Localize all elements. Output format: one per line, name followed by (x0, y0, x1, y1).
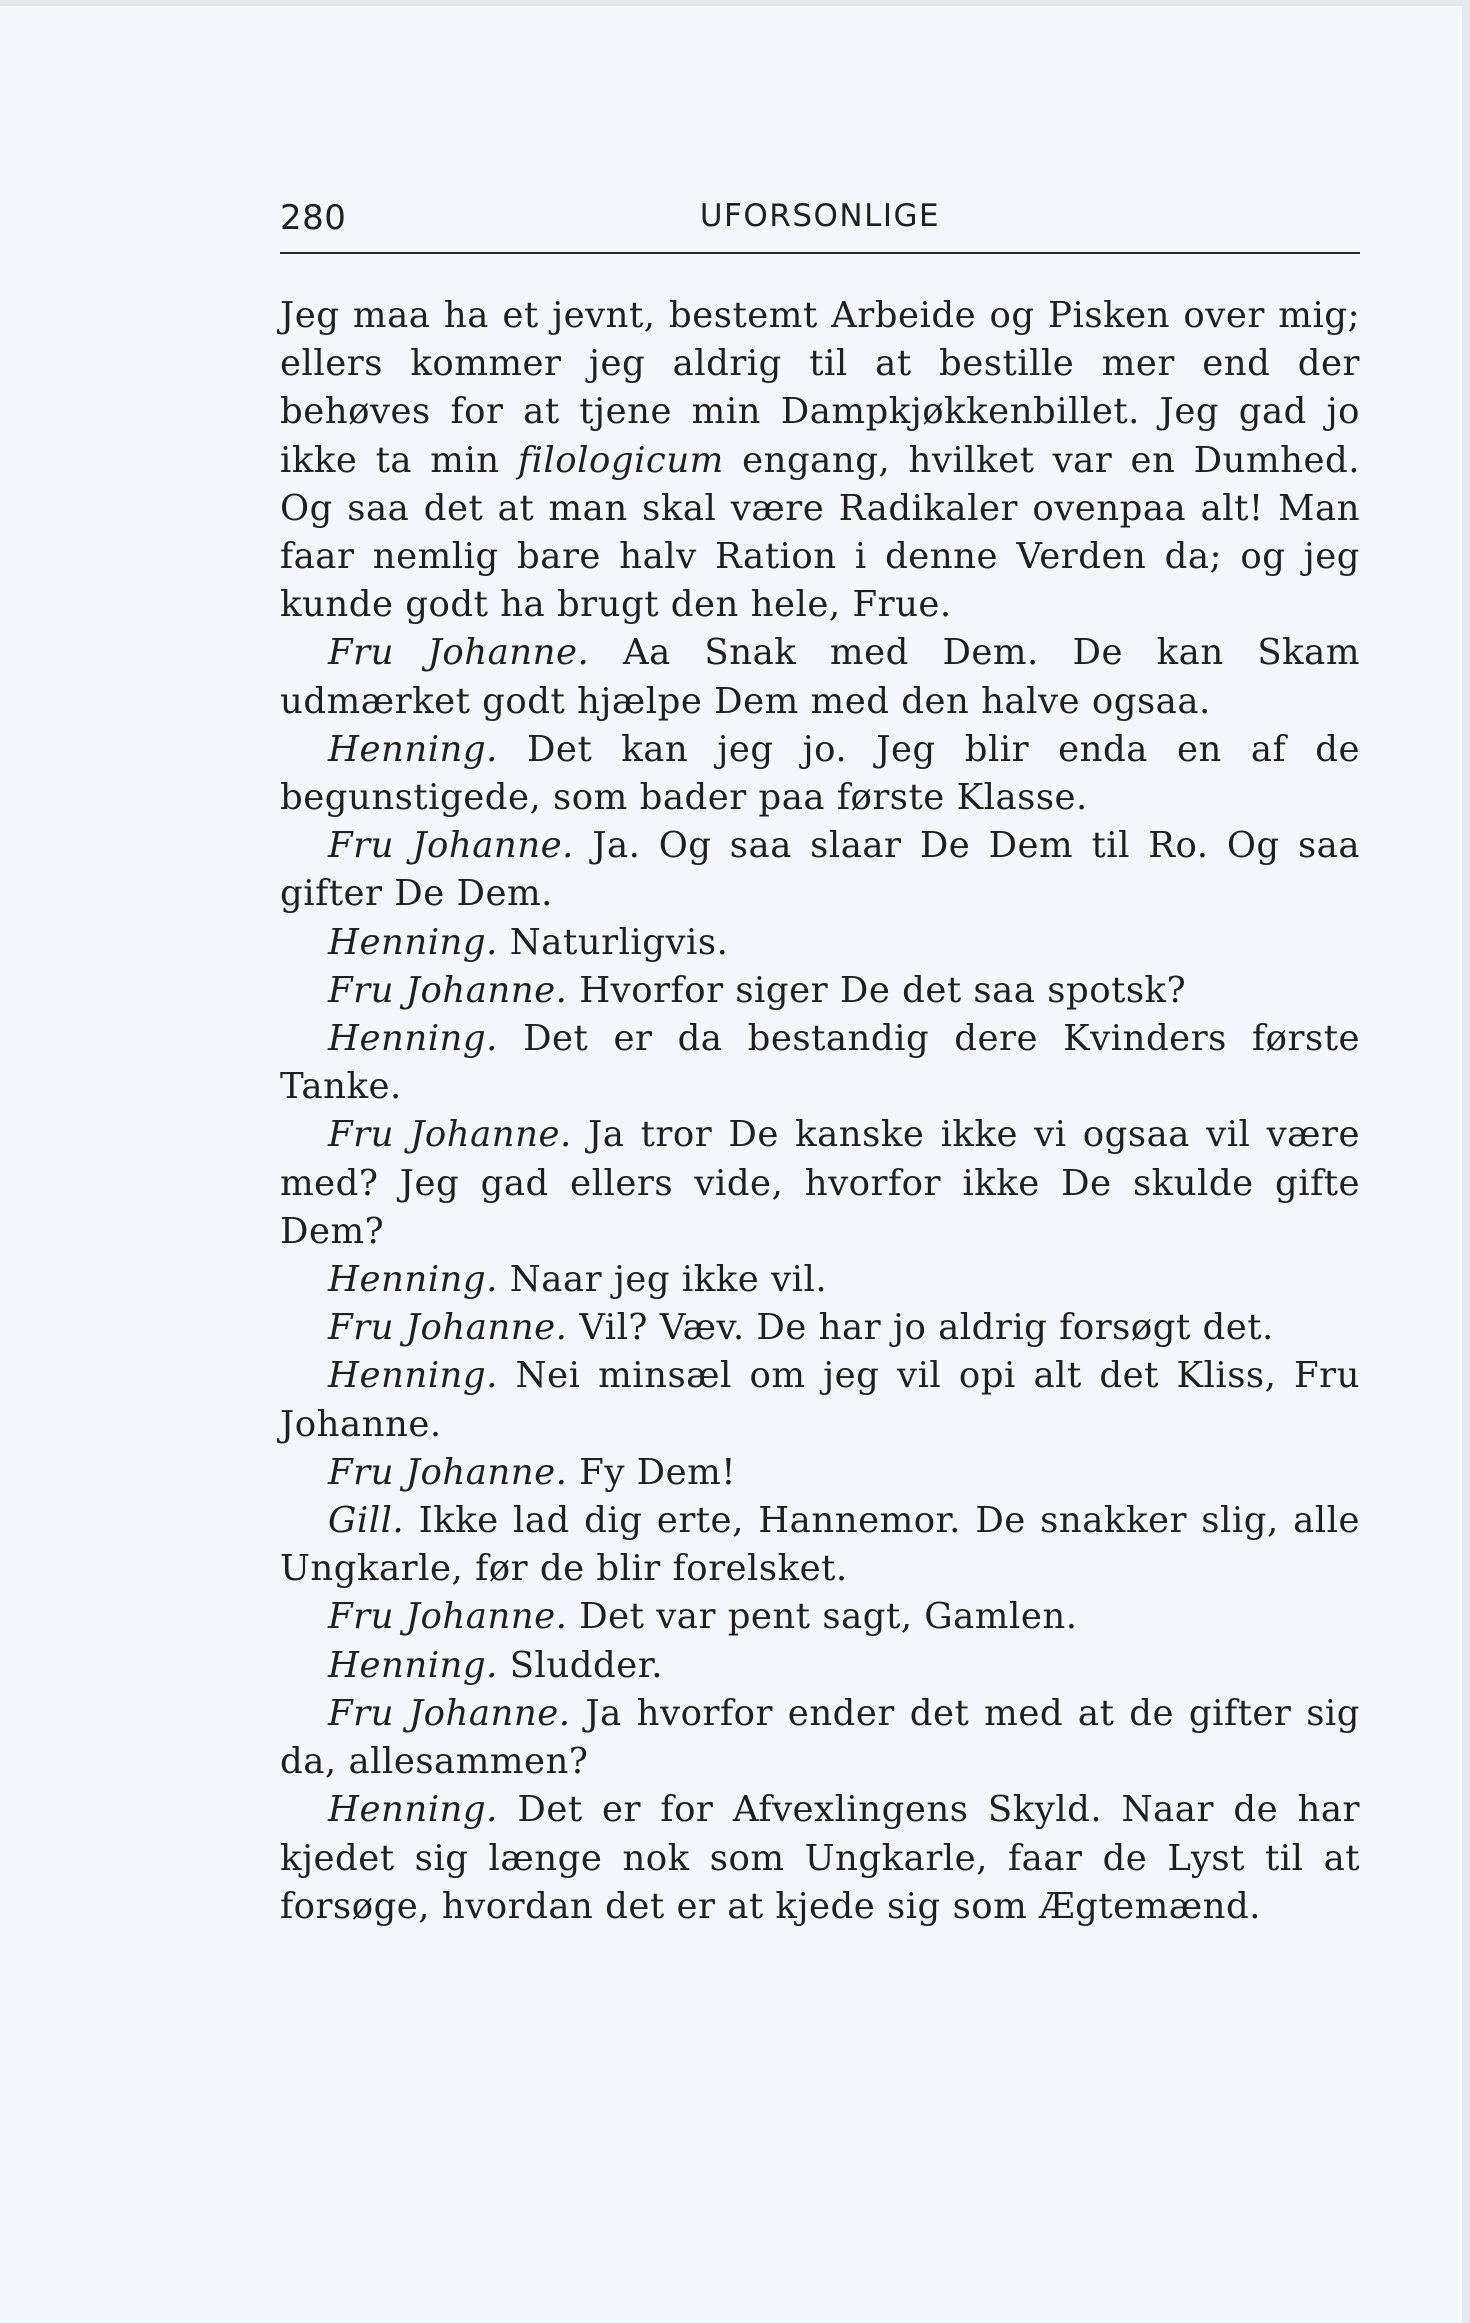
speaker-name: Henning. (328, 1789, 498, 1831)
dialogue-line (280, 1256, 1360, 1304)
dialogue-text: Nei minsæl om jeg vil opi alt det Kliss, Fru Johanne. (280, 1355, 1360, 1445)
running-title: UFORSONLIGE (699, 198, 941, 234)
dialogue-line (280, 822, 1360, 918)
dialogue-text: Fy Dem! (579, 1451, 737, 1493)
speaker-name: Henning. (328, 1644, 498, 1686)
dialogue-text: Det kan jeg jo. Jeg blir enda en af de begunstigede, som bader paa første Klasse. (280, 728, 1360, 819)
scan-edge-top (0, 0, 1470, 6)
speaker-name: Fru Johanne. (328, 1114, 572, 1156)
dialogue-line (280, 1497, 1360, 1593)
dialogue-text: Ja tror De kanske ikke vi ogsaa vil være med? Jeg gad ellers vide, hvorfor ikke De skulde gifte Dem? (280, 1114, 1361, 1252)
speaker-name: Henning. (328, 1355, 498, 1397)
speaker-name: Fru Johanne. (328, 632, 590, 674)
dialogue-text: Det er for Afvexlingens Skyld. Naar de har kjedet sig længe nok som Ungkarle, faar de Lyst til at forsøge, hvordan det er at kjede sig som Ægtemænd. (280, 1789, 1360, 1927)
dialogue-text: Hvorfor siger De det saa spotsk? (579, 969, 1187, 1011)
dialogue-line (280, 1352, 1360, 1448)
dialogue-text: Naar jeg ikke vil. (509, 1259, 828, 1301)
speaker-name: Fru Johanne. (328, 969, 568, 1011)
emphasized-word: filologicum (517, 439, 724, 481)
speaker-name: Henning. (328, 1259, 498, 1301)
page-number: 280 (280, 198, 347, 238)
speaker-name: Henning. (328, 728, 498, 770)
dialogue-text: Ikke lad dig erte, Hannemor. De snakker slig, alle Ungkarle, før de blir forelsket. (280, 1500, 1360, 1590)
running-header (280, 190, 1360, 254)
speaker-name: Fru Johanne. (328, 1451, 568, 1493)
dialogue-line (280, 1111, 1360, 1256)
dialogue-line (280, 1449, 1360, 1497)
dialogue-text: Aa Snak med Dem. De kan Skam udmærket godt hjælpe Dem med den halve ogsaa. (280, 632, 1360, 722)
speaker-name: Gill. (328, 1500, 405, 1542)
dialogue-line (280, 919, 1360, 967)
dialogue-text: Vil? Væv. De har jo aldrig forsøgt det. (579, 1307, 1274, 1349)
dialogue-line (280, 1642, 1360, 1690)
dialogue-text: Sludder. (509, 1644, 664, 1686)
dialogue-text: Det er da bestandig dere Kvinders første Tanke. (280, 1018, 1360, 1108)
paragraph-text-continued: engang, hvilket var en Dumhed. Og saa det at man skal være Radikaler ovenpaa alt! Man faar nemlig bare halv Ration i denne Verden da; og jeg kunde godt ha brugt den hele, Frue. (280, 439, 1360, 626)
dialogue-line (280, 967, 1360, 1015)
speaker-name: Henning. (328, 1018, 498, 1060)
dialogue-line (280, 1015, 1360, 1111)
book-page (280, 190, 1360, 1931)
speaker-name: Fru Johanne. (328, 1307, 568, 1349)
speaker-name: Fru Johanne. (328, 825, 574, 867)
dialogue-line (280, 726, 1360, 822)
dialogue-text: Ja hvorfor ender det med at de gifter sig da, allesammen? (280, 1692, 1361, 1783)
dialogue-text: Det var pent sagt, Gamlen. (579, 1596, 1078, 1638)
dialogue-text: Ja. Og saa slaar De Dem til Ro. Og saa gifter De Dem. (280, 825, 1360, 915)
scan-edge-right (1462, 0, 1470, 2323)
speaker-name: Henning. (328, 921, 498, 963)
dialogue-line (280, 1786, 1360, 1931)
speaker-name: Fru Johanne. (328, 1692, 571, 1734)
dialogue-text: Naturligvis. (509, 921, 729, 963)
paragraph (280, 292, 1360, 629)
dialogue-line (280, 1690, 1360, 1786)
dialogue-line (280, 1304, 1360, 1352)
body-text (280, 292, 1360, 1931)
dialogue-line (280, 1593, 1360, 1641)
dialogue-line (280, 629, 1360, 725)
speaker-name: Fru Johanne. (328, 1596, 568, 1638)
paragraph-text: Jeg maa ha et jevnt, bestemt Arbeide og Pisken over mig; ellers kommer jeg aldrig til at bestille mer end der behøves for at tjene min Dampkjøkkenbillet. Jeg gad jo ikke ta min (280, 295, 1360, 481)
